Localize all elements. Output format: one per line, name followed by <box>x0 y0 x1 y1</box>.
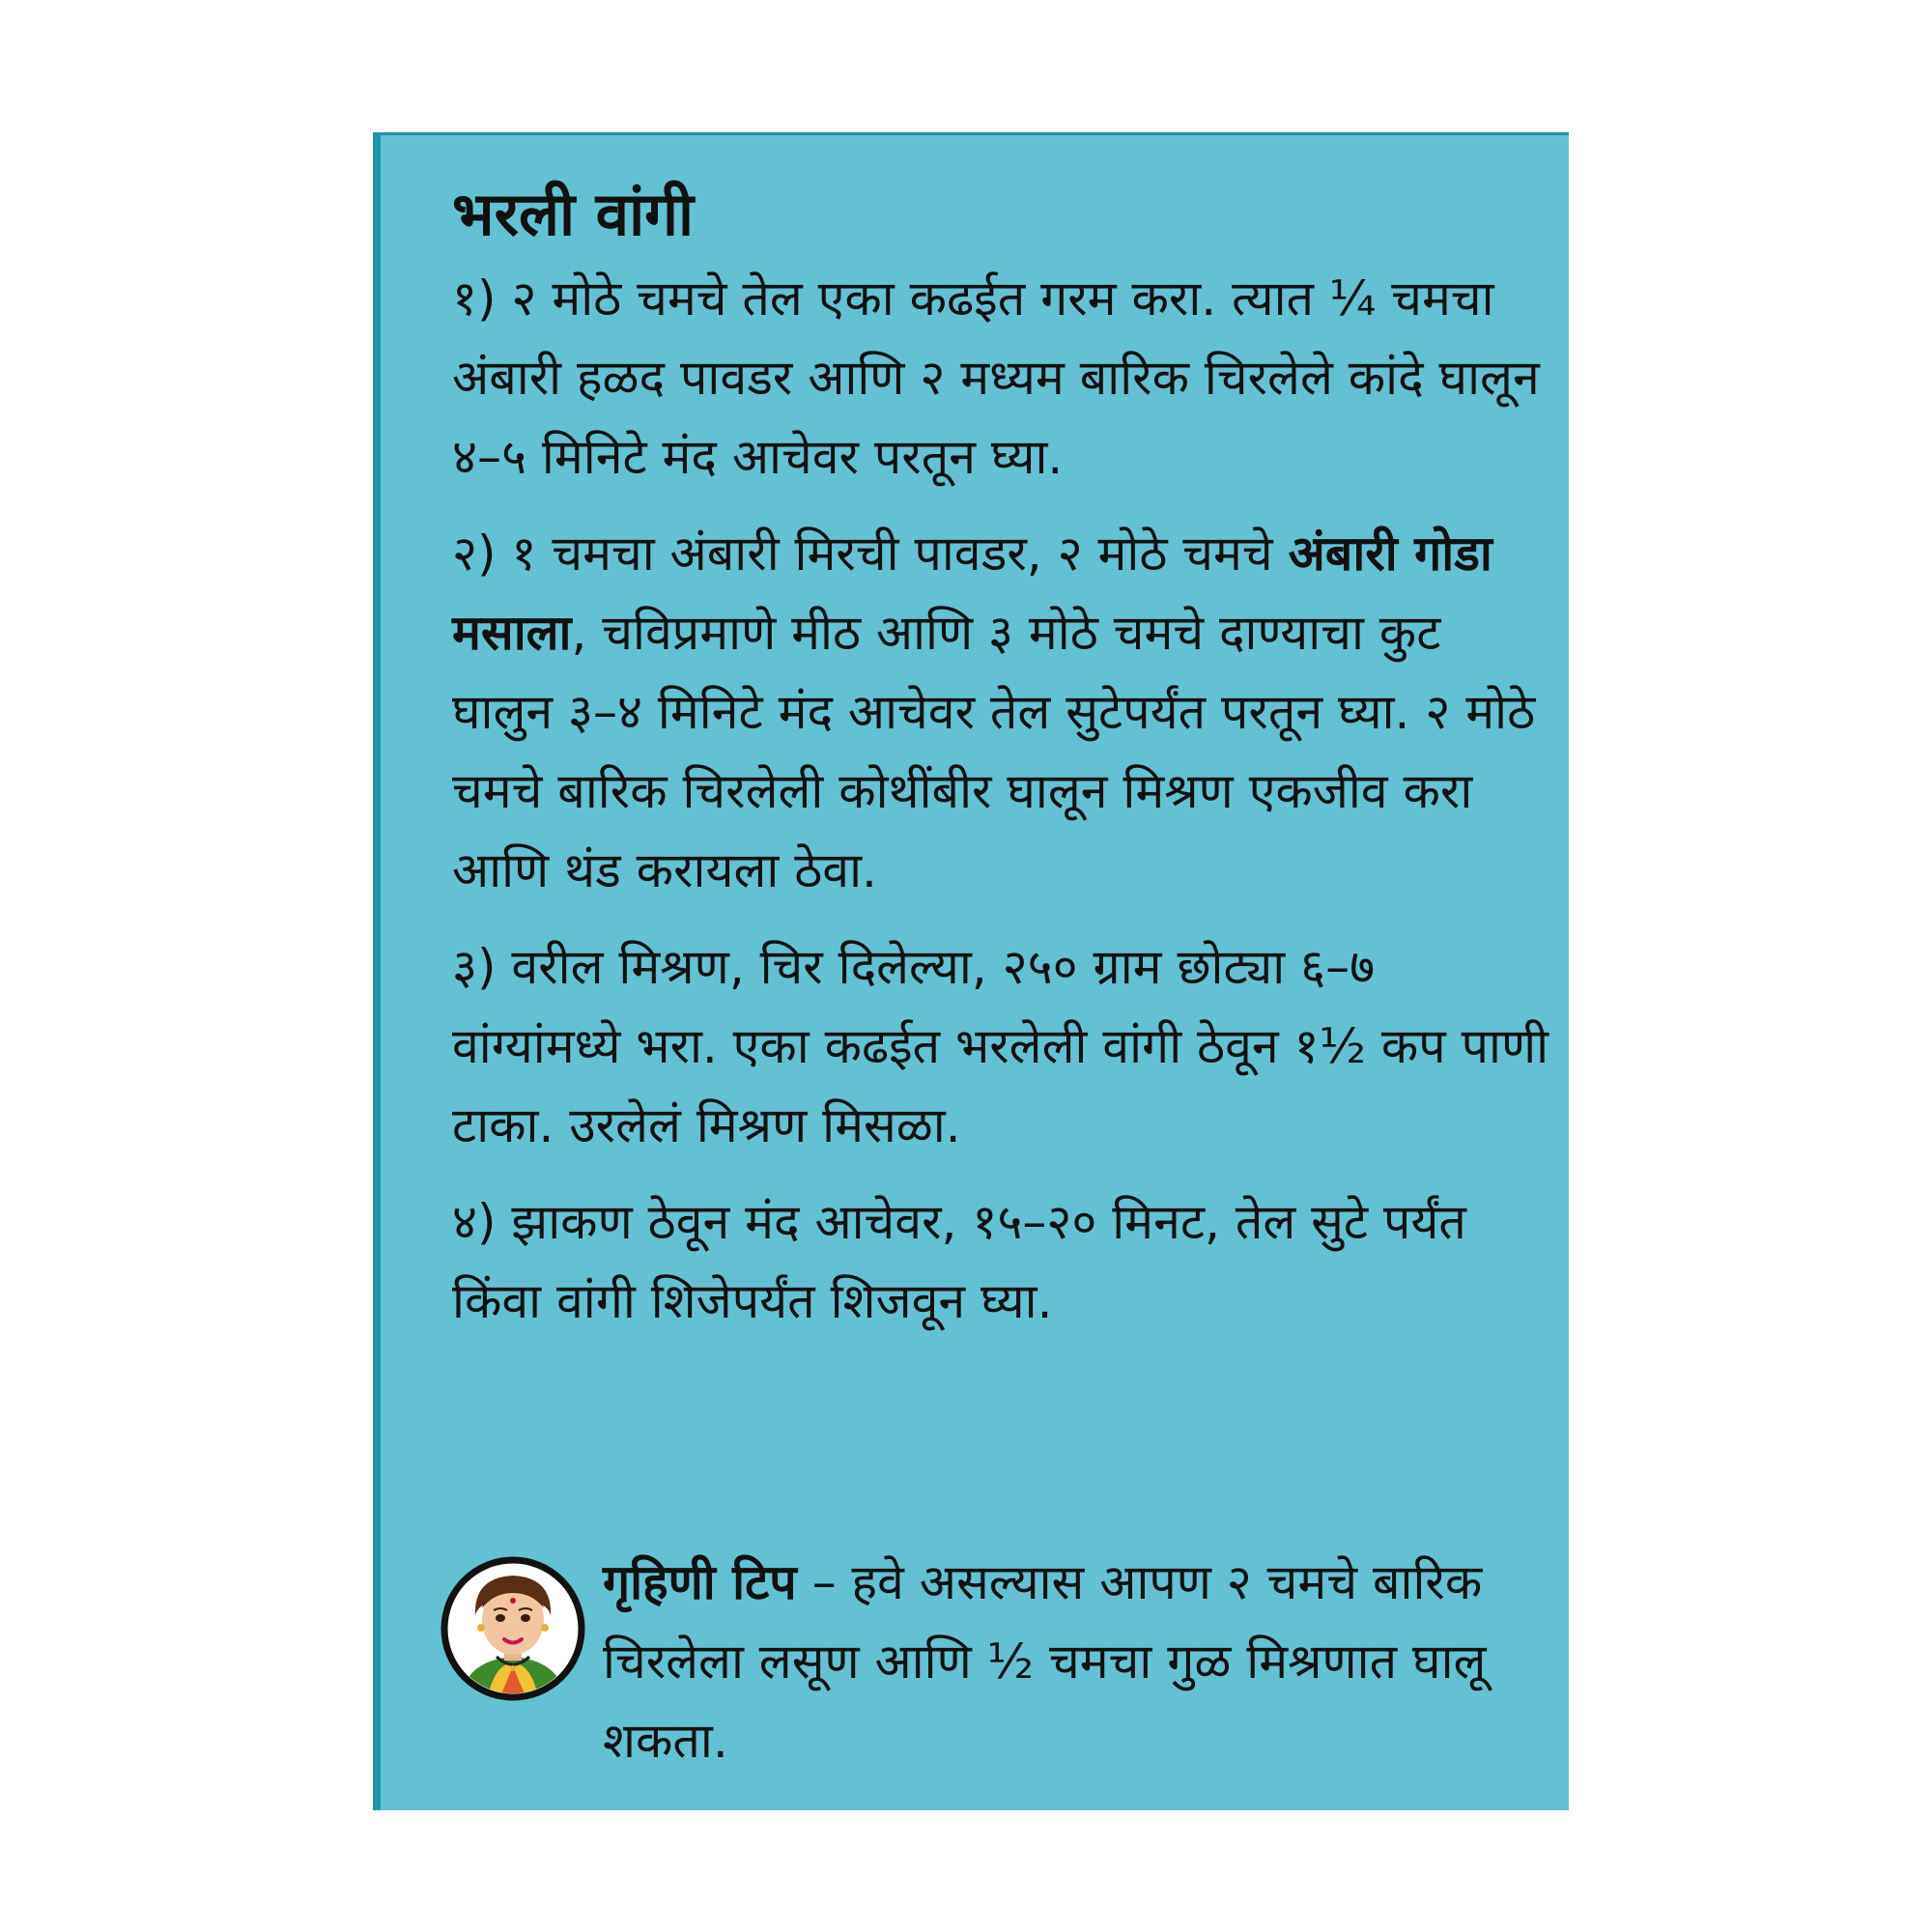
recipe-step-4 <box>452 1182 1553 1341</box>
recipe-step-1 <box>452 259 1553 497</box>
step-number: २) <box>452 526 497 582</box>
spice-name: अंबारी गोडा मसाला <box>452 526 1492 661</box>
step-number: ४) <box>452 1194 497 1250</box>
step-text: , चविप्रमाणे मीठ आणि ३ मोठे चमचे दाण्याचा कुट घालुन ३–४ मिनिटे मंद आचेवर तेल सुटेपर्यंत परतून घ्या. २ मोठे चमचे बारिक चिरलेली कोथींबीर घालून मिश्रण एकजीव करा आणि थंड करायला ठेवा. <box>452 605 1536 898</box>
homemaker-avatar-icon <box>440 1556 585 1701</box>
recipe-card <box>373 132 1569 1810</box>
recipe-step-3 <box>452 927 1553 1165</box>
recipe-content <box>452 174 1553 1358</box>
step-number: १) <box>452 270 497 327</box>
homemaker-tip <box>452 1543 1553 1775</box>
step-text: २ मोठे चमचे तेल एका कढईत गरम करा. त्यात ¼ चमचा अंबारी हळद पावडर आणि २ मध्यम बारिक चिरलेले कांदे घालून ४–५ मिनिटे मंद आचेवर परतून घ्या. <box>452 270 1540 485</box>
tip-text <box>603 1543 1559 1780</box>
recipe-title: भरली वांगी <box>452 179 695 249</box>
tip-body: – हवे असल्यास आपण २ चमचे बारिक चिरलेला लसूण आणि ½ चमचा गुळ मिश्रणात घालू शकता. <box>603 1554 1487 1769</box>
step-text: वरील मिश्रण, चिर दिलेल्या, २५० ग्राम छोट्या ६–७ वांग्यांमध्ये भरा. एका कढईत भरलेली वांगी ठेवून १½ कप पाणी टाका. उरलेलं मिश्रण मिसळा. <box>452 939 1549 1153</box>
step-number: ३) <box>452 939 497 995</box>
step-text: १ चमचा अंबारी मिरची पावडर, २ मोठे चमचे <box>511 526 1273 582</box>
step-text: झाकण ठेवून मंद आचेवर, १५–२० मिनट, तेल सुटे पर्यंत किंवा वांगी शिजेपर्यंत शिजवून घ्या. <box>452 1194 1466 1329</box>
tip-label: गृहिणी टिप <box>603 1554 797 1610</box>
recipe-step-2 <box>452 514 1553 910</box>
